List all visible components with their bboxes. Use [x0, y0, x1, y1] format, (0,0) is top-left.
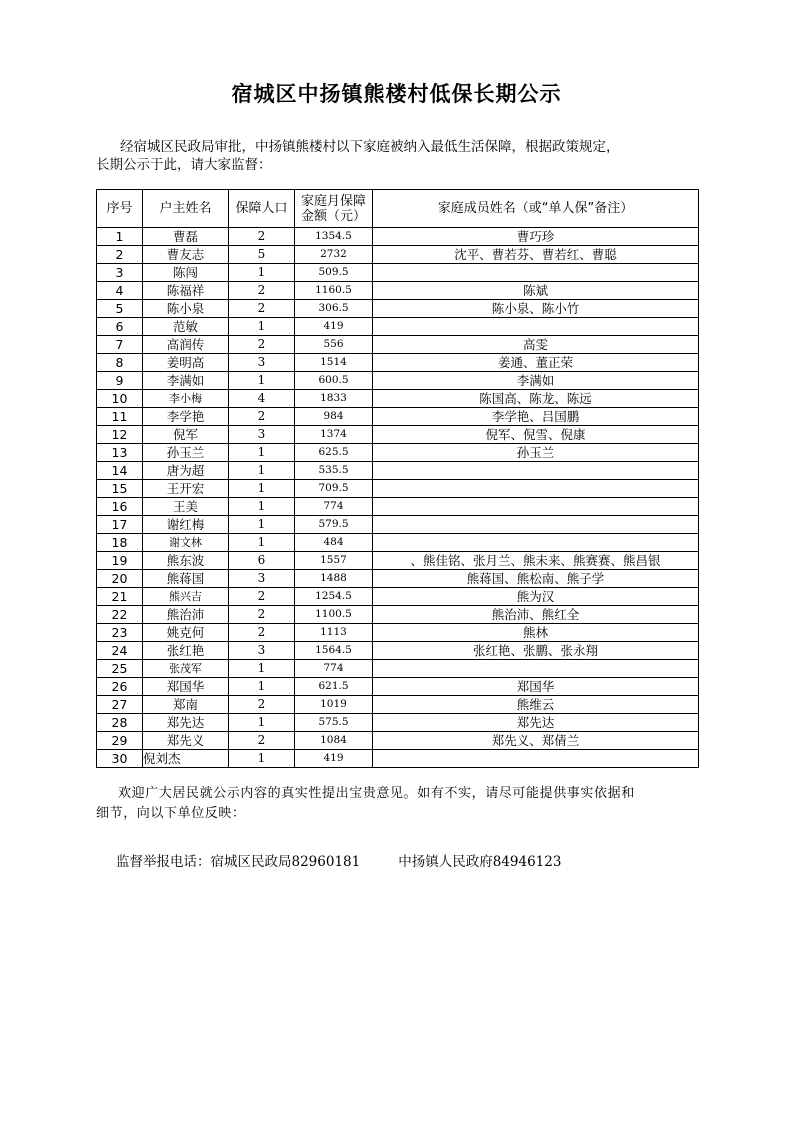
table-row — [97, 372, 699, 390]
cell-members: 熊治沛、熊红全 — [373, 606, 699, 624]
cell-household-head: 郑先达 — [143, 714, 229, 732]
cell-amount: 709.5 — [295, 480, 373, 498]
cell-members — [373, 264, 699, 282]
table-row — [97, 678, 699, 696]
table-row — [97, 300, 699, 318]
cell-count: 1 — [229, 462, 295, 480]
cell-household-head: 姚克何 — [143, 624, 229, 642]
cell-amount: 774 — [295, 498, 373, 516]
closing-line-1: 欢迎广大居民就公示内容的真实性提出宝贵意见。如有不实，请尽可能提供事实依据和 — [118, 786, 635, 801]
cell-members: 陈斌 — [373, 282, 699, 300]
table-row — [97, 624, 699, 642]
cell-members: 郑国华 — [373, 678, 699, 696]
header-amount: 家庭月保障金额（元） — [295, 190, 373, 228]
cell-amount: 1557 — [295, 552, 373, 570]
cell-no: 28 — [97, 714, 143, 732]
cell-household-head: 姜明高 — [143, 354, 229, 372]
cell-no: 30 — [97, 750, 143, 768]
cell-household-head: 熊蒋国 — [143, 570, 229, 588]
cell-count: 2 — [229, 408, 295, 426]
cell-no: 21 — [97, 588, 143, 606]
cell-no: 24 — [97, 642, 143, 660]
cell-count: 2 — [229, 300, 295, 318]
cell-count: 2 — [229, 282, 295, 300]
cell-count: 1 — [229, 714, 295, 732]
cell-count: 4 — [229, 390, 295, 408]
table-row — [97, 498, 699, 516]
cell-members — [373, 498, 699, 516]
contact-label: 监督举报电话： — [116, 854, 211, 870]
table-row — [97, 318, 699, 336]
cell-no: 17 — [97, 516, 143, 534]
table-row — [97, 660, 699, 678]
table-row — [97, 552, 699, 570]
cell-household-head: 熊兴吉 — [143, 588, 229, 606]
cell-amount: 509.5 — [295, 264, 373, 282]
table-row — [97, 480, 699, 498]
cell-count: 1 — [229, 750, 295, 768]
cell-no: 13 — [97, 444, 143, 462]
cell-household-head: 李满如 — [143, 372, 229, 390]
header-no: 序号 — [97, 190, 143, 228]
intro-line-2: 长期公示于此，请大家监督： — [96, 157, 272, 173]
cell-no: 8 — [97, 354, 143, 372]
cell-no: 27 — [97, 696, 143, 714]
cell-members: 高雯 — [373, 336, 699, 354]
cell-amount: 1160.5 — [295, 282, 373, 300]
cell-amount: 1019 — [295, 696, 373, 714]
cell-no: 5 — [97, 300, 143, 318]
cell-amount: 1833 — [295, 390, 373, 408]
cell-count: 6 — [229, 552, 295, 570]
cell-members: 郑先达 — [373, 714, 699, 732]
contact-line — [116, 850, 561, 870]
cell-amount: 621.5 — [295, 678, 373, 696]
cell-members: 陈小泉、陈小竹 — [373, 300, 699, 318]
cell-count: 1 — [229, 264, 295, 282]
assistance-table — [96, 189, 699, 768]
cell-members: 、熊佳铭、张月兰、熊未来、熊赛赛、熊昌银 — [373, 552, 699, 570]
cell-members: 李学艳、吕国鹏 — [373, 408, 699, 426]
cell-household-head: 倪刘杰 — [143, 750, 229, 768]
cell-household-head: 王美 — [143, 498, 229, 516]
table-body — [97, 228, 699, 768]
cell-count: 1 — [229, 480, 295, 498]
cell-count: 1 — [229, 534, 295, 552]
cell-count: 5 — [229, 246, 295, 264]
cell-household-head: 孙玉兰 — [143, 444, 229, 462]
cell-no: 10 — [97, 390, 143, 408]
table-row — [97, 696, 699, 714]
cell-count: 1 — [229, 498, 295, 516]
cell-no: 1 — [97, 228, 143, 246]
cell-members: 熊为汉 — [373, 588, 699, 606]
cell-no: 4 — [97, 282, 143, 300]
cell-amount: 556 — [295, 336, 373, 354]
cell-household-head: 李学艳 — [143, 408, 229, 426]
cell-members: 姜通、董正荣 — [373, 354, 699, 372]
cell-no: 19 — [97, 552, 143, 570]
cell-count: 3 — [229, 570, 295, 588]
cell-count: 3 — [229, 426, 295, 444]
cell-amount: 1254.5 — [295, 588, 373, 606]
cell-household-head: 谢文林 — [143, 534, 229, 552]
cell-members — [373, 462, 699, 480]
cell-members: 熊林 — [373, 624, 699, 642]
cell-count: 1 — [229, 372, 295, 390]
cell-members: 曹巧珍 — [373, 228, 699, 246]
table-row — [97, 246, 699, 264]
cell-count: 2 — [229, 624, 295, 642]
intro-paragraph — [96, 138, 696, 174]
cell-members: 倪军、倪雪、倪康 — [373, 426, 699, 444]
cell-no: 3 — [97, 264, 143, 282]
table-row — [97, 588, 699, 606]
cell-members — [373, 660, 699, 678]
table-row — [97, 606, 699, 624]
cell-count: 1 — [229, 678, 295, 696]
cell-household-head: 曹磊 — [143, 228, 229, 246]
cell-household-head: 曹友志 — [143, 246, 229, 264]
cell-count: 3 — [229, 354, 295, 372]
cell-members — [373, 480, 699, 498]
table-row — [97, 264, 699, 282]
cell-amount: 1374 — [295, 426, 373, 444]
cell-members: 李满如 — [373, 372, 699, 390]
intro-line-1: 经宿城区民政局审批，中扬镇熊楼村以下家庭被纳入最低生活保障，根据政策规定， — [120, 139, 620, 155]
cell-household-head: 高润传 — [143, 336, 229, 354]
cell-household-head: 陈小泉 — [143, 300, 229, 318]
header-household-head: 户主姓名 — [143, 190, 229, 228]
cell-amount: 306.5 — [295, 300, 373, 318]
table-row — [97, 750, 699, 768]
cell-members: 陈国高、陈龙、陈远 — [373, 390, 699, 408]
cell-members — [373, 750, 699, 768]
cell-no: 25 — [97, 660, 143, 678]
cell-no: 29 — [97, 732, 143, 750]
cell-members: 熊维云 — [373, 696, 699, 714]
table-row — [97, 336, 699, 354]
cell-members: 沈平、曹若芬、曹若红、曹聪 — [373, 246, 699, 264]
cell-no: 18 — [97, 534, 143, 552]
cell-count: 2 — [229, 228, 295, 246]
cell-household-head: 陈闯 — [143, 264, 229, 282]
header-count: 保障人口 — [229, 190, 295, 228]
cell-household-head: 熊治沛 — [143, 606, 229, 624]
table-row — [97, 534, 699, 552]
cell-household-head: 谢红梅 — [143, 516, 229, 534]
cell-amount: 1488 — [295, 570, 373, 588]
cell-amount: 575.5 — [295, 714, 373, 732]
table-row — [97, 444, 699, 462]
cell-count: 2 — [229, 732, 295, 750]
cell-no: 9 — [97, 372, 143, 390]
table-header-row — [97, 190, 699, 228]
cell-count: 1 — [229, 516, 295, 534]
cell-count: 1 — [229, 318, 295, 336]
cell-household-head: 唐为超 — [143, 462, 229, 480]
cell-amount: 600.5 — [295, 372, 373, 390]
cell-count: 2 — [229, 696, 295, 714]
contact-entry-civil-affairs: 宿城区民政局82960181 — [210, 854, 361, 870]
header-members: 家庭成员姓名（或“单人保”备注） — [373, 190, 699, 228]
cell-members: 孙玉兰 — [373, 444, 699, 462]
cell-no: 14 — [97, 462, 143, 480]
cell-amount: 774 — [295, 660, 373, 678]
cell-members — [373, 534, 699, 552]
cell-household-head: 郑先义 — [143, 732, 229, 750]
cell-household-head: 王开宏 — [143, 480, 229, 498]
cell-count: 1 — [229, 660, 295, 678]
cell-members: 郑先义、郑倩兰 — [373, 732, 699, 750]
table-row — [97, 570, 699, 588]
cell-amount: 625.5 — [295, 444, 373, 462]
cell-amount: 1514 — [295, 354, 373, 372]
cell-household-head: 张茂军 — [143, 660, 229, 678]
cell-amount: 2732 — [295, 246, 373, 264]
cell-members: 熊蒋国、熊松南、熊子学 — [373, 570, 699, 588]
cell-amount: 484 — [295, 534, 373, 552]
cell-amount: 419 — [295, 318, 373, 336]
cell-members: 张红艳、张鹏、张永翔 — [373, 642, 699, 660]
cell-household-head: 郑国华 — [143, 678, 229, 696]
cell-household-head: 李小梅 — [143, 390, 229, 408]
closing-line-2: 细节，向以下单位反映： — [96, 806, 246, 821]
cell-amount: 1113 — [295, 624, 373, 642]
closing-paragraph — [96, 784, 696, 824]
cell-no: 6 — [97, 318, 143, 336]
cell-amount: 535.5 — [295, 462, 373, 480]
cell-no: 11 — [97, 408, 143, 426]
cell-no: 26 — [97, 678, 143, 696]
table-row — [97, 390, 699, 408]
cell-amount: 984 — [295, 408, 373, 426]
cell-household-head: 郑南 — [143, 696, 229, 714]
cell-amount: 419 — [295, 750, 373, 768]
table-row — [97, 408, 699, 426]
cell-amount: 1354.5 — [295, 228, 373, 246]
table-row — [97, 642, 699, 660]
cell-no: 7 — [97, 336, 143, 354]
table-row — [97, 516, 699, 534]
cell-amount: 1100.5 — [295, 606, 373, 624]
page-title: 宿城区中扬镇熊楼村低保长期公示 — [231, 82, 562, 106]
cell-count: 3 — [229, 642, 295, 660]
cell-household-head: 范敏 — [143, 318, 229, 336]
cell-no: 2 — [97, 246, 143, 264]
cell-household-head: 张红艳 — [143, 642, 229, 660]
table-row — [97, 354, 699, 372]
table-row — [97, 282, 699, 300]
cell-count: 2 — [229, 588, 295, 606]
cell-no: 15 — [97, 480, 143, 498]
table-row — [97, 228, 699, 246]
cell-household-head: 倪军 — [143, 426, 229, 444]
cell-count: 2 — [229, 336, 295, 354]
cell-no: 22 — [97, 606, 143, 624]
cell-members — [373, 318, 699, 336]
contact-entry-town-government: 中扬镇人民政府84946123 — [398, 854, 562, 870]
table-row — [97, 426, 699, 444]
cell-amount: 1084 — [295, 732, 373, 750]
cell-no: 12 — [97, 426, 143, 444]
table-row — [97, 462, 699, 480]
cell-amount: 1564.5 — [295, 642, 373, 660]
cell-amount: 579.5 — [295, 516, 373, 534]
table-row — [97, 714, 699, 732]
cell-household-head: 熊东波 — [143, 552, 229, 570]
cell-members — [373, 516, 699, 534]
table-row — [97, 732, 699, 750]
cell-count: 2 — [229, 606, 295, 624]
cell-no: 16 — [97, 498, 143, 516]
cell-no: 20 — [97, 570, 143, 588]
cell-no: 23 — [97, 624, 143, 642]
cell-count: 1 — [229, 444, 295, 462]
cell-household-head: 陈福祥 — [143, 282, 229, 300]
